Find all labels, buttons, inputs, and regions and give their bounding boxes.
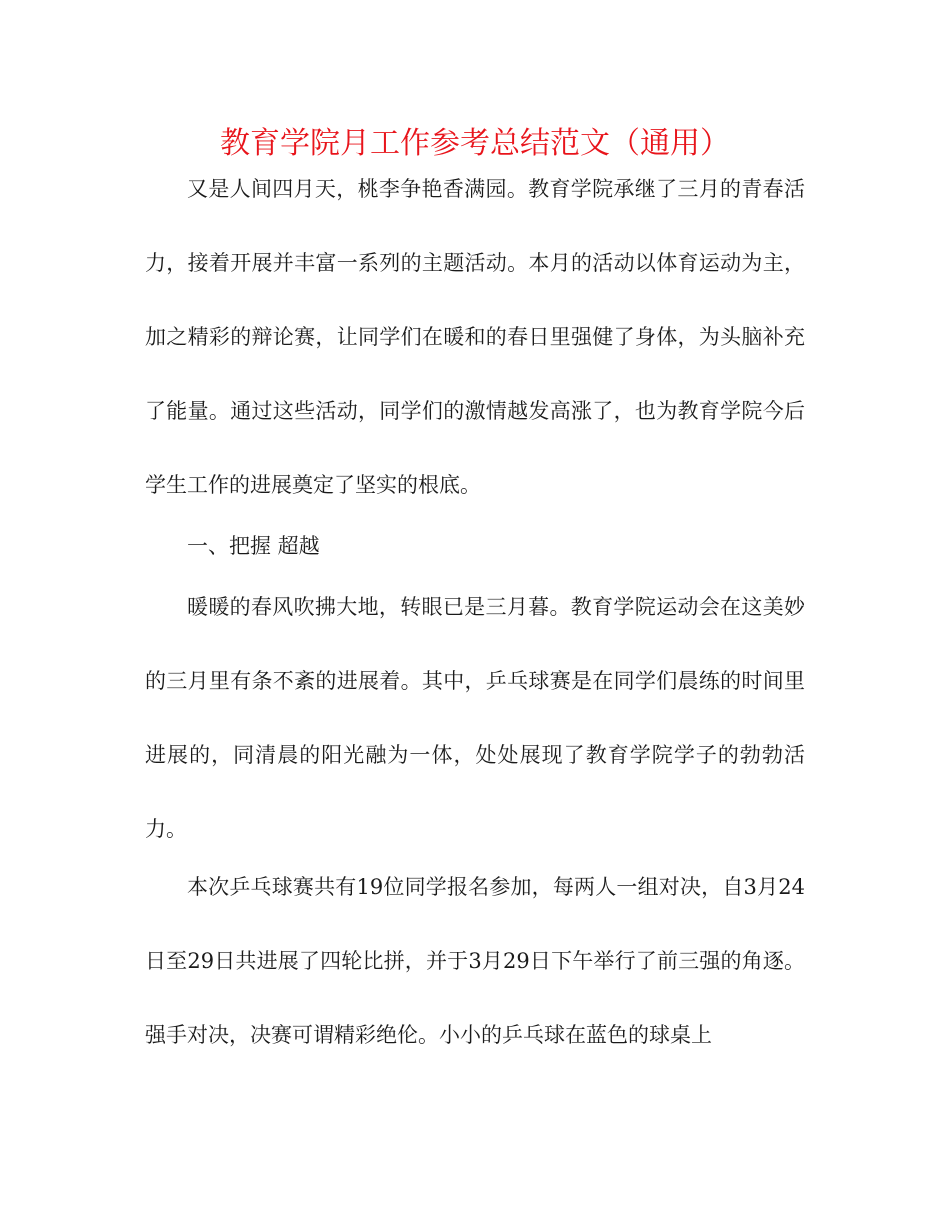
paragraph-intro — [145, 152, 805, 522]
paragraph-sports-meet — [145, 570, 805, 866]
paragraph-table-tennis — [145, 850, 805, 1072]
paragraph: 暖暖的春风吹拂大地，转眼已是三月暮。教育学院运动会在这美妙的三月里有条不紊的进展着。其中，乒乓球赛是在同学们晨练的时间里进展的，同清晨的阳光融为一体，处处展现了教育学院学子的勃勃活力。 — [145, 595, 805, 841]
paragraph: 又是人间四月天，桃李争艳香满园。教育学院承继了三月的青春活力，接着开展并丰富一系列的主题活动。本月的活动以体育运动为主，加之精彩的辩论赛，让同学们在暖和的春日里强健了身体，为头脑补充了能量。通过这些活动，同学们的激情越发高涨了，也为教育学院今后学生工作的进展奠定了坚实的根底。 — [145, 177, 805, 497]
section-heading-block — [145, 516, 805, 576]
section-heading: 一、把握 超越 — [187, 534, 320, 558]
document-title: 教育学院月工作参考总结范文（通用） — [220, 126, 730, 161]
paragraph: 本次乒乓球赛共有19位同学报名参加，每两人一组对决，自3月24日至29日共进展了四轮比拼，并于3月29日下午举行了前三强的角逐。强手对决，决赛可谓精彩绝伦。小小的乒乓球在蓝色的球桌上 — [145, 875, 805, 1047]
